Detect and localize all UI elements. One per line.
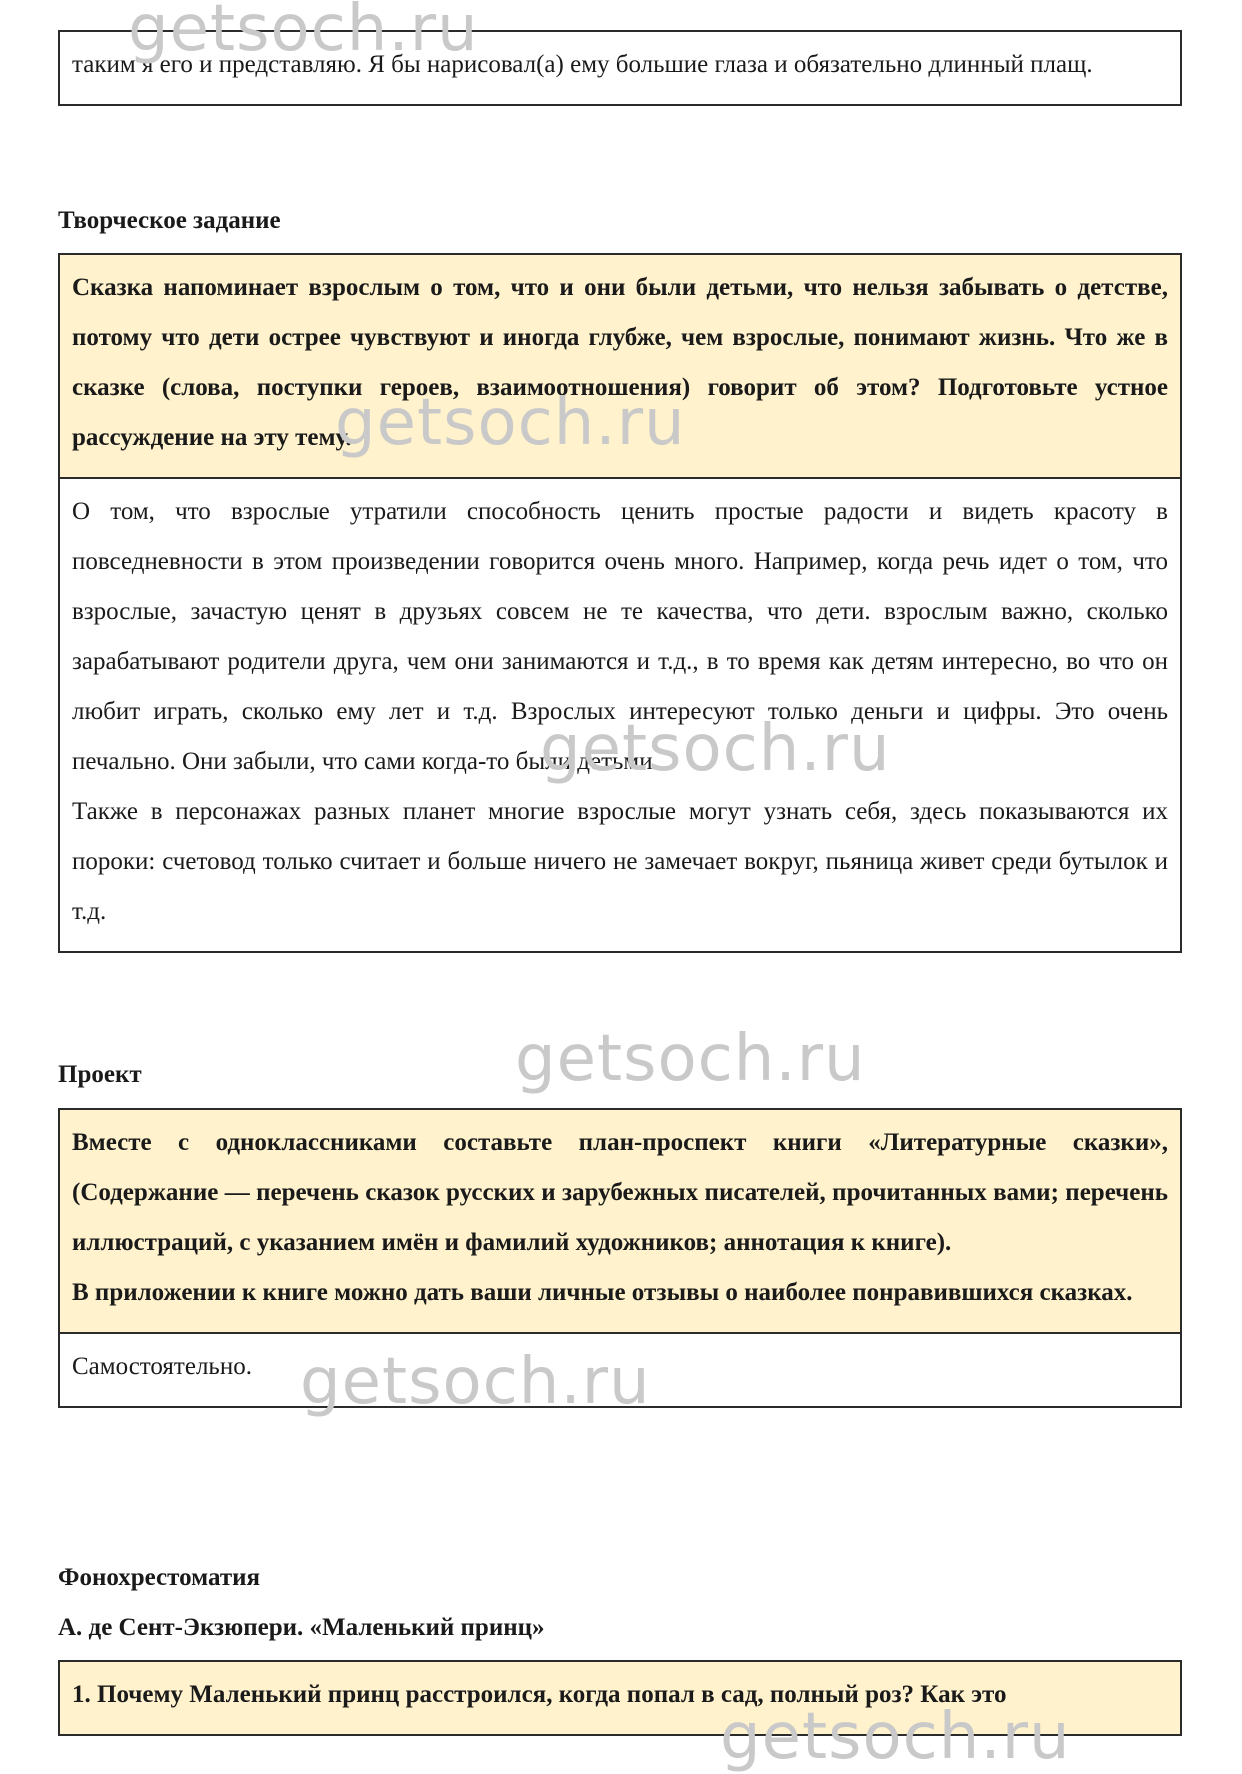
project-heading: Проект [58, 1061, 142, 1088]
watermark: getsoch.ru [300, 1345, 651, 1419]
watermark: getsoch.ru [128, 0, 479, 66]
watermark: getsoch.ru [335, 386, 686, 460]
creative-answer-paragraph-2: Также в персонажах разных планет многие взрослые могут узнать себя, здесь показываются их пороки: счетовод только считает и больше ничего не замечает вокруг, пьяница живет среди бутылок и т.д. [72, 798, 1168, 925]
project-question-paragraph-2: В приложении к книге можно дать ваши личные отзывы о наиболее понравившихся сказках. [72, 1279, 1133, 1306]
creative-task-box [58, 253, 1182, 953]
creative-answer-paragraph-1: О том, что взрослые утратили способность ценить простые радости и видеть красоту в повседневности в этом произведении говорится очень много. Например, когда речь идет о том, что взрослые, зачастую ценят в друзьях совсем не те качества, что дети. взрослым важно, сколько зарабатывают родители друга, чем они занимаются и т.д., в то время как детям интересно, во что он любит играть, сколько ему лет и т.д. Взрослых интересуют только деньги и цифры. Это очень печально. Они забыли, что сами когда-то были детьми. [72, 498, 1168, 775]
top-answer-text: таким я его и представляю. Я бы нарисовал(а) ему большие глаза и обязательно длинный плащ. [72, 51, 1093, 78]
project-answer: Самостоятельно. [72, 1353, 252, 1380]
project-question [60, 1110, 1180, 1334]
phono-question: 1. Почему Маленький принц расстроился, когда попал в сад, полный роз? Как это [60, 1662, 1180, 1734]
project-box [58, 1108, 1182, 1408]
creative-task-heading: Творческое задание [58, 207, 281, 234]
creative-task-answer [60, 479, 1180, 951]
watermark: getsoch.ru [515, 1022, 866, 1096]
phono-question-box [58, 1660, 1182, 1736]
project-question-paragraph-1: Вместе с одноклассниками составьте план-проспект книги «Литературные сказки», (Содержание — перечень сказок русских и зарубежных писателей, прочитанных вами; перечень иллюстраций, с указанием имён и фамилий художников; аннотация к книге). [72, 1129, 1168, 1256]
creative-task-question: Сказка напоминает взрослым о том, что и они были детьми, что нельзя забывать о детстве, потому что дети острее чувствуют и иногда глубже, чем взрослые, понимают жизнь. Что же в сказке (слова, поступки героев, взаимоотношения) говорит об этом? Подготовьте устное рассуждение на эту тему. [60, 255, 1180, 479]
watermark: getsoch.ru [540, 712, 891, 786]
top-answer-box [58, 30, 1182, 106]
phono-subheading: А. де Сент-Экзюпери. «Маленький принц» [58, 1614, 545, 1641]
watermark: getsoch.ru [720, 1700, 1071, 1774]
phono-heading: Фонохрестоматия [58, 1564, 261, 1591]
